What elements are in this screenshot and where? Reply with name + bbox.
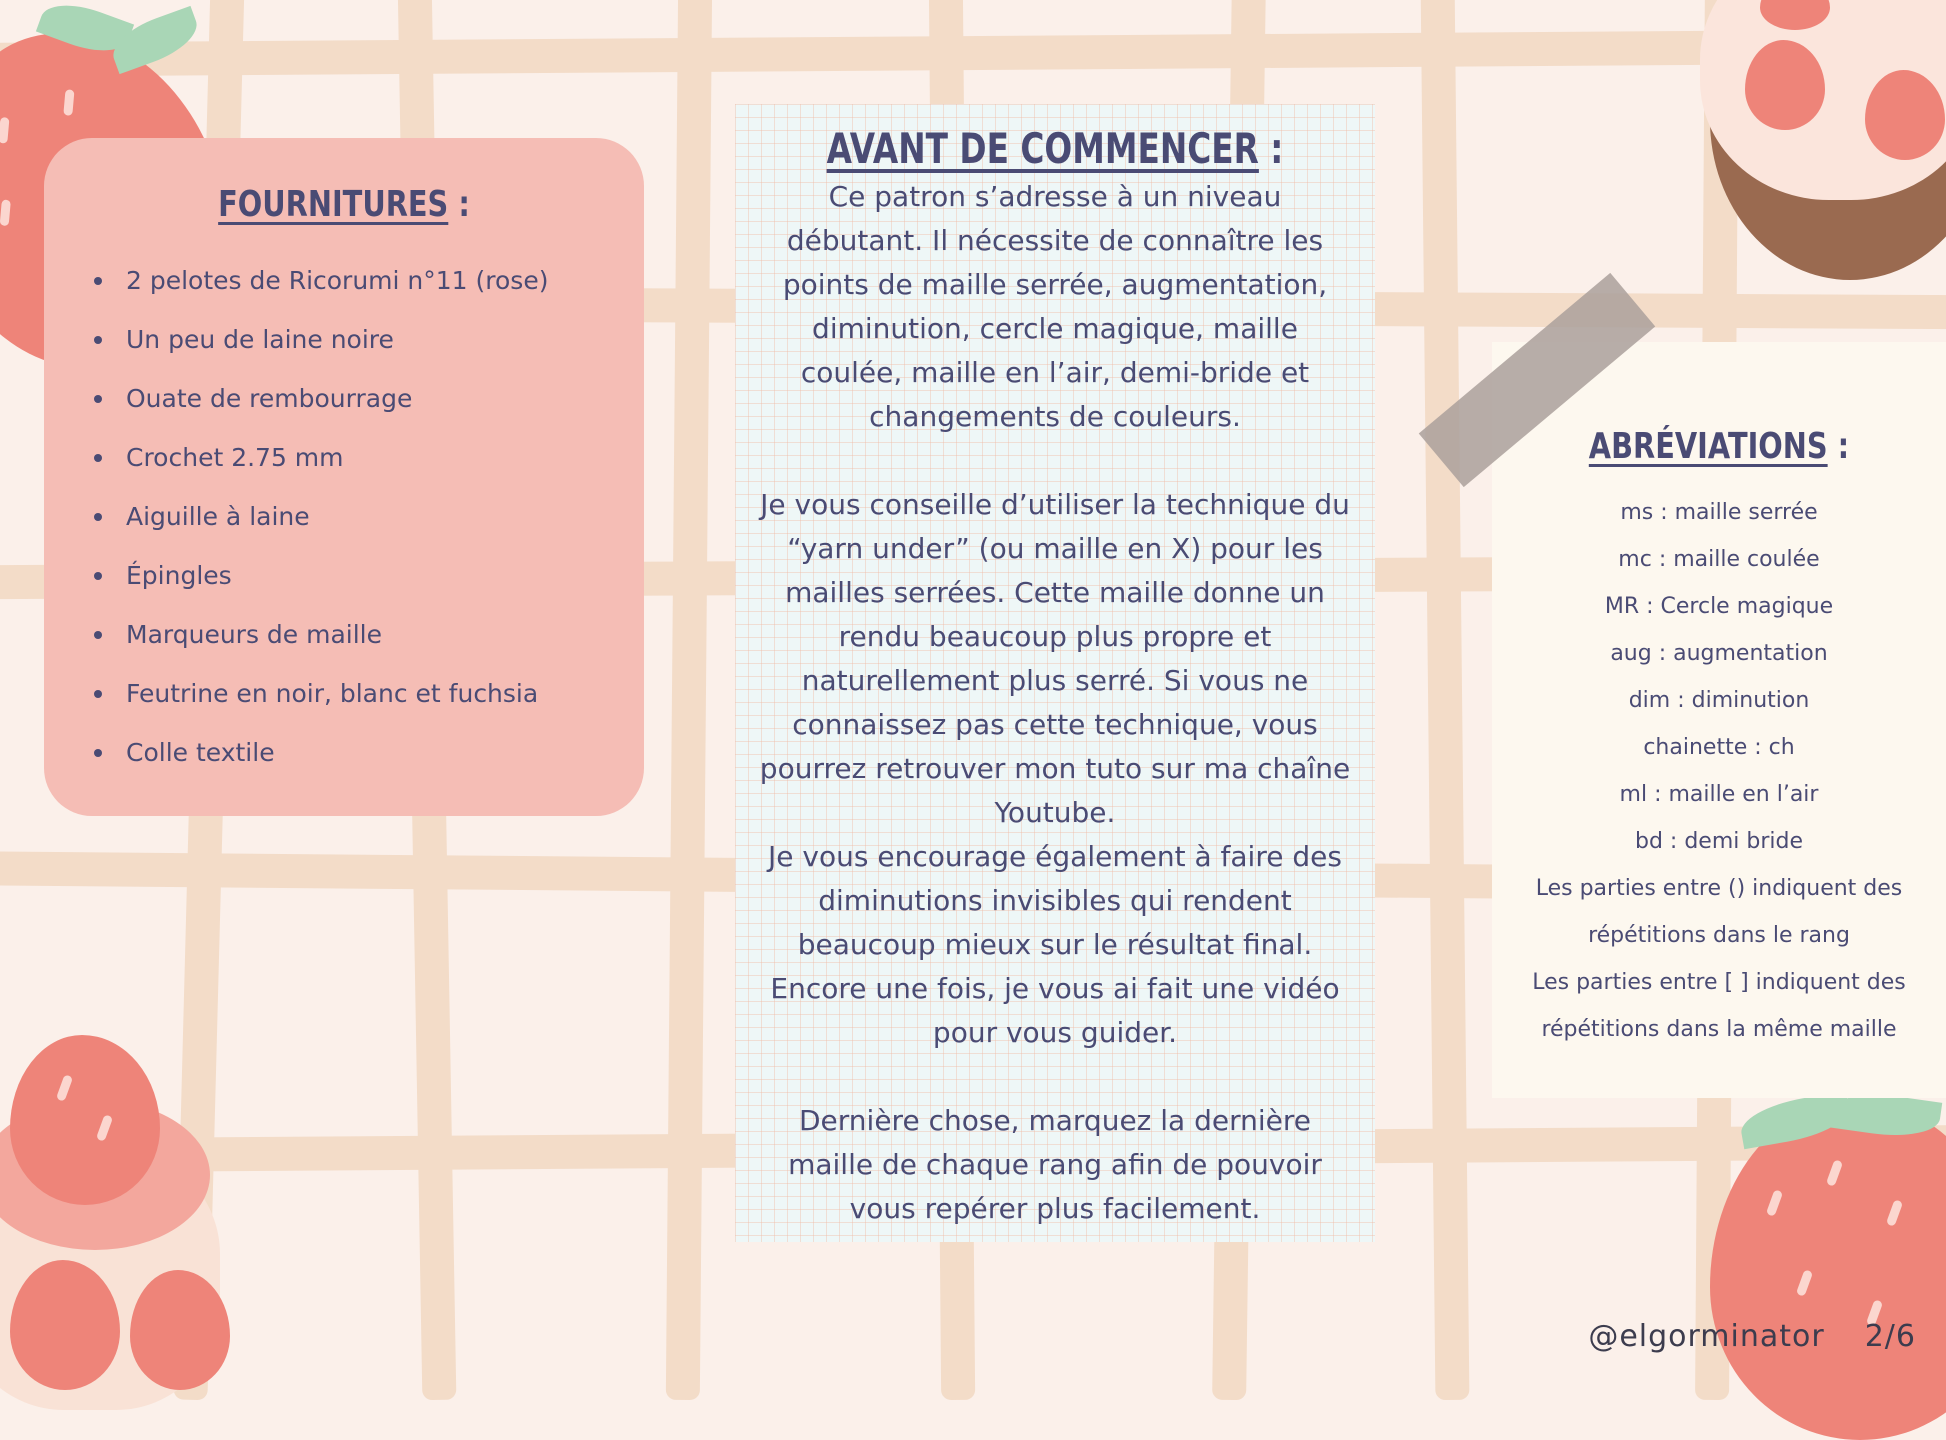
- list-item: Feutrine en noir, blanc et fuchsia: [94, 664, 644, 723]
- intro-paragraph: Je vous conseille d’utiliser la technique du “yarn under” (ou maille en X) pour les mailles serrées. Cette maille donne un rendu beaucoup plus propre et naturellement plus serré. Si vous ne connaissez pas cette technique, vous pourrez retrouver mon tuto sur ma chaîne Youtube.: [759, 488, 1351, 829]
- list-item: Ouate de rembourrage: [94, 369, 644, 428]
- abbreviation-row: chainette : ch: [1643, 735, 1795, 760]
- list-item: Un peu de laine noire: [94, 310, 644, 369]
- intro-paragraph: Je vous encourage également à faire des diminutions invisibles qui rendent beaucoup mieux sur le résultat final. Encore une fois, je vous ai fait une vidéo pour vous guider.: [768, 840, 1342, 1049]
- supplies-list: [44, 251, 644, 782]
- abbreviation-row: Les parties entre () indiquent des: [1535, 876, 1903, 901]
- intro-paragraph: Ce patron s’adresse à un niveau débutant. Il nécessite de connaître les points de maille serrée, augmentation, diminution, cercle magique, maille coulée, maille en l’air, demi-bride et changements de couleurs.: [782, 180, 1328, 433]
- abbreviation-row: bd : demi bride: [1635, 829, 1803, 854]
- abbreviations-card: [1492, 342, 1946, 1098]
- list-item: Épingles: [94, 546, 644, 605]
- abbreviation-row: dim : diminution: [1628, 688, 1810, 713]
- intro-paragraph: Dernière chose, marquez la dernière maille de chaque rang afin de pouvoir vous repérer plus facilement.: [788, 1104, 1322, 1225]
- page-footer: [1588, 1319, 1916, 1354]
- intro-notebook: [735, 104, 1375, 1242]
- abbreviation-row: répétitions dans la même maille: [1541, 1017, 1897, 1042]
- author-handle: @elgorminator: [1588, 1319, 1825, 1354]
- abbreviation-row: mc : maille coulée: [1618, 547, 1820, 572]
- abbreviation-row: MR : Cercle magique: [1604, 594, 1834, 619]
- supplies-card: [44, 138, 644, 816]
- abbreviation-row: ms : maille serrée: [1620, 500, 1818, 525]
- list-item: 2 pelotes de Ricorumi n°11 (rose): [94, 251, 644, 310]
- list-item: Aiguille à laine: [94, 487, 644, 546]
- list-item: Crochet 2.75 mm: [94, 428, 644, 487]
- abbreviation-row: répétitions dans le rang: [1588, 923, 1850, 948]
- page-number: 2/6: [1864, 1319, 1916, 1354]
- abbreviation-row: ml : maille en l’air: [1619, 782, 1819, 807]
- supplies-title: FOURNITURES :: [218, 184, 470, 225]
- abbreviation-row: Les parties entre [ ] indiquent des: [1532, 970, 1906, 995]
- list-item: Marqueurs de maille: [94, 605, 644, 664]
- abbreviation-row: aug : augmentation: [1610, 641, 1828, 666]
- abbreviations-title: ABRÉVIATIONS :: [1588, 426, 1850, 467]
- list-item: Colle textile: [94, 723, 644, 782]
- intro-title: AVANT DE COMMENCER :: [826, 124, 1284, 173]
